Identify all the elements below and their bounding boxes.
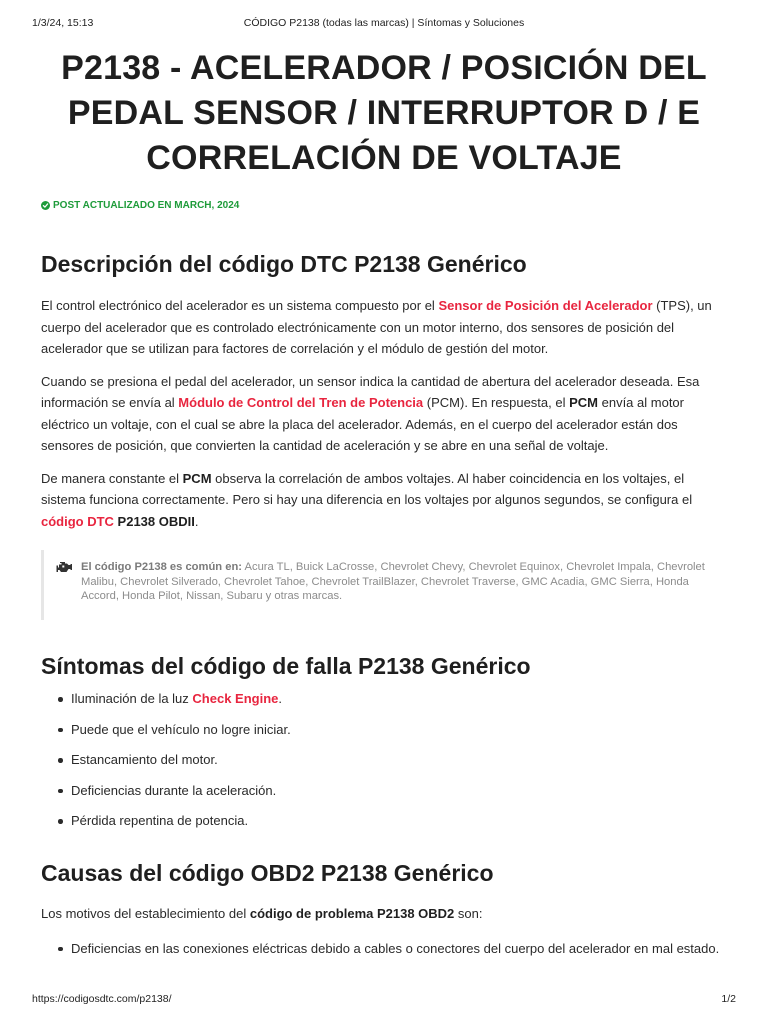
symptoms-list: [41, 690, 727, 830]
description-paragraph-3: [41, 468, 727, 533]
updated-text: POST ACTUALIZADO EN MARCH, 2024: [53, 200, 240, 211]
text-span: Deficiencias durante la aceleración.: [71, 782, 277, 798]
note-label: El código P2138 es común en:: [81, 561, 243, 573]
text-span: De manera constante el: [41, 470, 183, 486]
print-footer: [32, 993, 736, 1007]
causes-heading: Causas del código OBD2 P2138 Genérico: [41, 860, 494, 886]
dtc-code-link[interactable]: código DTC: [41, 513, 114, 529]
note-body: Acura TL, Buick LaCrosse, Chevrolet Chevy, Chevrolet Equinox, Chevrolet Impala, Chevrolet Malibu, Chevrolet Silverado, Chevrolet Tahoe, Chevrolet TrailBlazer, Chevrolet Traverse, GMC Acadia, GMC Sierra, Honda Accord, Honda Pilot, Nissan, Subaru y otras marcas.: [81, 561, 705, 602]
text-span: .: [194, 513, 199, 529]
list-item: [41, 782, 727, 800]
print-header: [32, 17, 736, 31]
print-date: 1/3/24, 15:13: [32, 17, 94, 29]
text-span: (PCM). En respuesta, el: [423, 395, 570, 410]
list-item: [41, 812, 727, 830]
text-span: Los motivos del establecimiento del: [41, 906, 250, 921]
symptoms-heading: Síntomas del código de falla P2138 Genérico: [41, 653, 531, 679]
note-text: [81, 560, 719, 610]
pcm-bold: PCM: [569, 395, 598, 410]
list-item: [41, 940, 727, 958]
pcm-link[interactable]: Módulo de Control del Tren de Potencia: [178, 395, 424, 410]
description-paragraph-1: [41, 295, 727, 360]
obdii-bold: P2138 OBDII: [113, 513, 195, 529]
page-number: 1/2: [721, 993, 736, 1005]
common-vehicles-note: [41, 550, 727, 620]
bullet: [58, 819, 63, 824]
text-span: observa la correlación de ambos voltajes. Al haber coincidencia en los voltajes, el sistema funciona correctamente. Pero si hay una diferencia en los voltajes por algunos segundos, se configura el: [41, 470, 693, 507]
causes-intro: [41, 903, 727, 925]
bullet: [58, 758, 63, 763]
text-span: Pérdida repentina de potencia.: [71, 813, 249, 828]
text-span: (TPS), un cuerpo del acelerador que es controlado electrónicamente con un motor interno, dos sensores de posición del acelerador que se utilizan para factores de correlación y el módulo de gestión del motor.: [41, 298, 712, 356]
list-item: [41, 690, 727, 708]
bullet: [58, 728, 63, 733]
bullet: [58, 789, 63, 794]
updated-badge: [41, 200, 727, 211]
description-heading: Descripción del código DTC P2138 Genérico: [41, 251, 527, 277]
text-span: envía al motor eléctrico un voltaje, con el cual se abre la placa del acelerador. Además, en el cuerpo del acelerador están dos sensores de posición, que convierten la cantidad de aceleración y se abre en una señal de voltaje.: [41, 395, 684, 453]
print-url: https://codigosdtc.com/p2138/: [32, 993, 172, 1005]
text-span: .: [278, 691, 282, 706]
page-title: P2138 - ACELERADOR / POSICIÓN DEL PEDAL SENSOR / INTERRUPTOR D / E CORRELACIÓN DE VOLTAJE: [61, 49, 707, 177]
causes-list: [41, 940, 727, 958]
print-doc-title: CÓDIGO P2138 (todas las marcas) | Síntomas y Soluciones: [243, 17, 525, 29]
problem-code-bold: código de problema P2138 OBD2: [249, 906, 455, 921]
text-span: Deficiencias en las conexiones eléctricas debido a cables o conectores del cuerpo del acelerador en mal estado.: [71, 940, 720, 956]
description-paragraph-2: [41, 371, 727, 457]
engine-icon: [55, 560, 73, 574]
article: [41, 40, 727, 970]
pcm-bold: PCM: [182, 470, 212, 486]
text-span: Iluminación de la luz: [71, 691, 193, 706]
text-span: Estancamiento del motor.: [71, 752, 218, 767]
text-span: Cuando se presiona el pedal del acelerador, un sensor indica la cantidad de abertura del acelerador deseada. Esa información se envía al: [41, 373, 700, 410]
text-span: Puede que el vehículo no logre iniciar.: [71, 721, 291, 737]
list-item: [41, 721, 727, 739]
list-item: [41, 751, 727, 769]
text-span: El control electrónico del acelerador es un sistema compuesto por el: [41, 298, 439, 313]
check-engine-link[interactable]: Check Engine: [192, 691, 279, 706]
text-span: son:: [454, 906, 483, 921]
tps-link[interactable]: Sensor de Posición del Acelerador: [438, 298, 653, 313]
check-circle-icon: [41, 201, 50, 210]
bullet: [58, 947, 63, 952]
bullet: [58, 697, 63, 702]
